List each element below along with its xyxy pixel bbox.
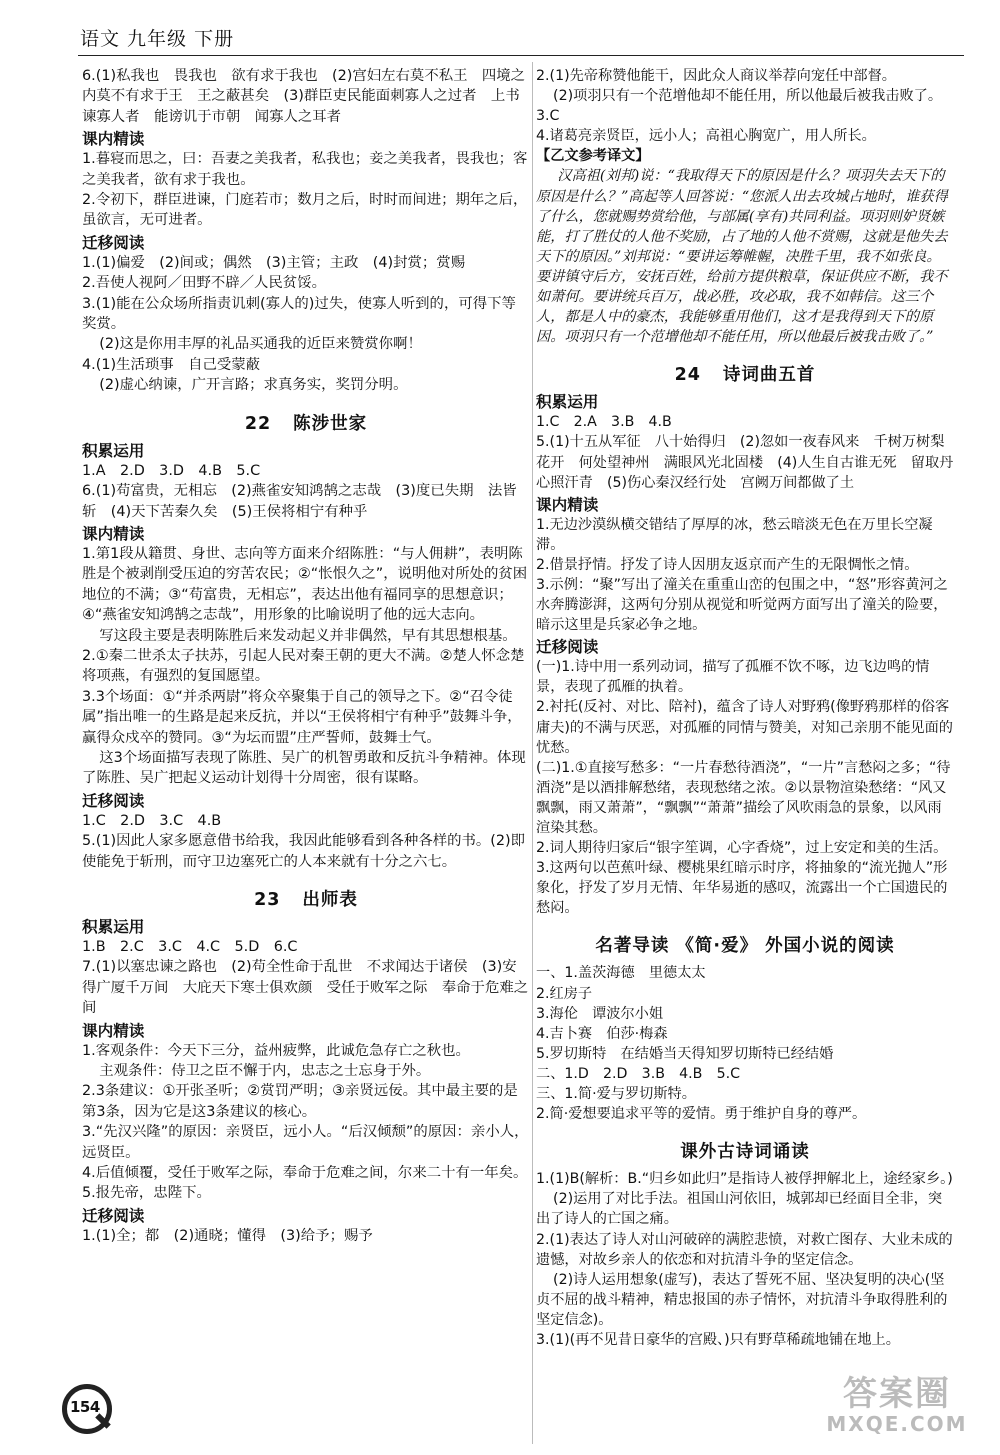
answer-line: 3.“先汉兴隆”的原因：亲贤臣，远小人。“后汉倾颓”的原因：亲小人，远贤臣。 <box>82 1124 529 1161</box>
section-heading: 诗词曲五首 <box>722 365 816 386</box>
subsection-heading: 迁移阅读 <box>536 638 599 657</box>
answer-line: (2)这是你用丰厚的礼品买通我的近臣来赞赏你啊！ <box>99 336 422 353</box>
answer-line: 2.3条建议：①开张圣听；②赏罚严明；③亲贤远佞。其中最主要的是第3条，因为它是这3条建议的核心。 <box>82 1083 518 1120</box>
answer-line: (2)虚心纳谏，广开言路；求真务实，奖罚分明。 <box>99 377 408 394</box>
answer-line: 2.衬托(反衬、对比、陪衬)，蕴含了诗人对野鸦(像野鸦那样的俗客庸夫)的不满与厌恶，对孤雁的同情与赞美，对知己亲朋不能见面的忧愁。 <box>536 699 953 756</box>
section-number: 24 <box>674 365 701 386</box>
answer-line: 2.借景抒情。抒发了诗人因朋友返京而产生的无限惆怅之情。 <box>536 556 919 573</box>
page-number-badge <box>62 1384 114 1436</box>
subsection-heading: 积累运用 <box>536 393 599 412</box>
answer-line: 3.3个场面：①“并杀两尉”将众卒聚集于自己的领导之下。②“召令徒属”指出唯一的生路是起来反抗，并以“王侯将相宁有种乎”鼓舞斗争，赢得众戍卒的赞同。③“为坛而盟”庄严誓师，鼓舞士气。 <box>82 688 522 746</box>
answer-line: (2)运用了对比手法。祖国山河依旧，城郭却已经面目全非，突出了诗人的亡国之痛。 <box>536 1191 943 1228</box>
answer-line: 2.吾使人视阿／田野不辟／人民贫馁。 <box>82 275 326 292</box>
section-heading: 出师表 <box>302 890 358 910</box>
answer-line: 2.(1)先帝称赞他能干，因此众人商议举荐向宠任中部督。 <box>536 68 896 84</box>
answer-line: 2.红房子 <box>536 985 593 1002</box>
answer-line: 1.(1)偏爱 (2)间或；偶然 (3)主管；主政 (4)封赏；赏赐 <box>82 254 466 271</box>
answer-line: 1.(1)B(解析：B.“归乡如此归”是指诗人被俘押解北上，途经家乡。) <box>536 1171 953 1188</box>
subsection-heading: 课内精读 <box>536 495 599 514</box>
translation-paragraph: 汉高祖(刘邦)说：“我取得天下的原因是什么？项羽失去天下的原因是什么？”高起等人回答说：“您派人出去攻城占地时，谁获得了什么，您就赐势赏给他，与部属(享有)共同利益。项羽则妒贤嫉能，打了胜仗的人他不奖励，占了地的人他不赏赐，这就是他失去天下的原因。”刘邦说：“要讲运筹帷幄，决胜千里，我不如张良。要讲镇守后方，安抚百姓，给前方提供粮草，保证供应不断，我不如萧何。要讲统兵百万，战必胜，攻必取，我不如韩信。这三个人，都是人中的豪杰，我能够重用他们，这才是我得到天下的原因。项羽只有一个范增他却不能任用，所以他最后被我击败了。” <box>536 168 948 346</box>
section-title <box>536 932 954 957</box>
answer-line: (2)诗人运用想象(虚写)，表达了誓死不屈、坚决复明的决心(坚贞不屈的战斗精神，精忠报国的赤子情怀，对抗清斗争取得胜利的坚定信念)。 <box>536 1271 948 1328</box>
answer-line: (二)1.①直接写愁多：“一片春愁待酒浇”，“一片”言愁闷之多；“待酒浇”是以酒排解愁绪，表现愁绪之浓。②以景物渲染愁绪：“风又飘飘，雨又萧萧”，“飘飘”“萧萧”描绘了风吹雨急的景象，以风雨渲染其愁。 <box>536 759 951 836</box>
answer-line: (一)1.诗中用一系列动词，描写了孤雁不饮不啄，边飞边鸣的情景，表现了孤雁的执着。 <box>536 659 930 696</box>
answer-line: 1.暮寝而思之，曰：吾妻之美我者，私我也；妾之美我者，畏我也；客之美我者，欲有求于我也。 <box>82 151 528 188</box>
answer-line: 二、1.D 2.D 3.B 4.B 5.C <box>536 1065 741 1082</box>
answer-line: 2.①秦二世杀太子扶苏，引起人民对秦王朝的更大不满。②楚人怀念楚将项燕，有强烈的复国愿望。 <box>82 647 525 685</box>
section-heading: 课外古诗词诵读 <box>680 1142 810 1163</box>
subsection-heading: 积累运用 <box>82 441 145 460</box>
answer-line: 5.(1)因此人家多愿意借书给我，我因此能够看到各种各样的书。(2)即使能免于斩刑，而守卫边塞死亡的人本来就有十分之六七。 <box>82 833 526 870</box>
section-title <box>536 1138 954 1163</box>
subsection-heading: 课内精读 <box>82 130 145 149</box>
answer-line: 3.(1)(再不见昔日豪华的宫殿、)只有野草稀疏地铺在地上。 <box>536 1331 900 1348</box>
answer-line: 1.客观条件：今天下三分，益州疲弊，此诚危急存亡之秋也。 <box>82 1042 470 1059</box>
answer-line: 3.海伦 谭波尔小姐 <box>536 1005 664 1022</box>
reference-tag: 【乙文参考译文】 <box>536 148 650 165</box>
section-title <box>82 410 530 435</box>
answer-line: 6.(1)苟富贵，无相忘 (2)燕雀安知鸿鹄之志哉 (3)度已失期 法皆斩 (4)天下苦秦久矣 (5)王侯将相宁有种乎 <box>82 483 517 520</box>
watermark-url: MXQE.COM <box>826 1412 968 1436</box>
watermark <box>822 1375 972 1443</box>
answer-line: 1.A 2.D 3.D 4.B 5.C <box>82 462 261 479</box>
subsection-heading: 迁移阅读 <box>82 1206 145 1225</box>
section-heading: 陈涉世家 <box>293 413 368 434</box>
answer-line: 1.第1段从籍贯、身世、志向等方面来介绍陈胜：“与人佣耕”，表明陈胜是个被剥削受压迫的穷苦农民；②“怅恨久之”，说明他对所处的贫困地位的不满；③“苟富贵，无相忘”，表达出他有福同享的思想意识；④“燕雀安知鸿鹄之志哉”，用形象的比喻说明了他的远大志向。 <box>82 545 528 624</box>
answer-line: 主观条件：侍卫之臣不懈于内，忠志之士忘身于外。 <box>99 1063 431 1080</box>
subsection-heading: 迁移阅读 <box>82 233 145 252</box>
left-column <box>82 66 530 1246</box>
answer-line: 3.C <box>536 108 560 125</box>
answer-line: 5.报先帝，忠陛下。 <box>82 1185 211 1202</box>
header-rule <box>78 55 964 56</box>
answer-line: 7.(1)以塞忠谏之路也 (2)苟全性命于乱世 不求闻达于诸侯 (3)安得广厦千万间 大庇天下寒士俱欢颜 受任于败军之际 奉命于危难之间 <box>82 959 529 1017</box>
answer-line: 4.吉卜赛 伯莎·梅森 <box>536 1025 668 1042</box>
answer-line: 4.诸葛亮亲贤臣，远小人；高祖心胸宽广，用人所长。 <box>536 128 876 145</box>
answer-line: 1.无边沙漠纵横交错结了厚厚的冰，愁云暗淡无色在万里长空凝滞。 <box>536 516 933 553</box>
answer-line: 1.C 2.A 3.B 4.B <box>536 414 672 431</box>
answer-line: 这3个场面描写表现了陈胜、吴广的机智勇敢和反抗斗争精神。体现了陈胜、吴广把起义运动计划得十分周密，很有谋略。 <box>82 749 526 787</box>
answer-line: 5.(1)十五从军征 八十始得归 (2)忽如一夜春风来 千树万树梨花开 何处望神州 满眼风光北固楼 (4)人生自古谁无死 留取丹心照汗青 (5)伤心秦汉经行处 宫阙万间都做了土 <box>536 434 954 491</box>
section-number: 22 <box>244 413 272 434</box>
section-number: 23 <box>254 890 281 910</box>
answer-line: 2.(1)表达了诗人对山河破碎的满腔悲愤，对救亡图存、大业未成的遗憾，对故乡亲人的依恋和对抗清斗争的坚定信念。 <box>536 1231 953 1268</box>
answer-line: 4.后值倾覆，受任于败军之际，奉命于危难之间，尔来二十有一年矣。 <box>82 1165 528 1182</box>
section-title <box>536 361 954 386</box>
answer-line: 三、1.简·爱与罗切斯特。 <box>536 1086 696 1103</box>
answer-line: 5.罗切斯特 在结婚当天得知罗切斯特已经结婚 <box>536 1045 834 1062</box>
answer-line: 3.示例：“聚”写出了潼关在重重山峦的包围之中，“怒”形容黄河之水奔腾澎湃，这两句分别从视觉和听觉两方面写出了潼关的险要，暗示这里是兵家必争之地。 <box>536 576 948 634</box>
answer-line: 6.(1)私我也 畏我也 欲有求于我也 (2)宫妇左右莫不私王 四境之内莫不有求于王 王之蔽甚矣 (3)群臣吏民能面刺寡人之过者 上书谏寡人者 能谤讥于市朝 闻寡人之耳者 <box>82 68 526 125</box>
answer-line: (2)项羽只有一个范增他却不能任用，所以他最后被我击败了。 <box>553 88 943 105</box>
right-column <box>536 66 954 1350</box>
answer-line: 2.简·爱想要追求平等的爱情。勇于维护自身的尊严。 <box>536 1106 867 1123</box>
subsection-heading: 课内精读 <box>82 524 145 543</box>
answer-line: 2.词人期待归家后“银字笙调，心字香烧”，过上安定和美的生活。 <box>536 840 948 857</box>
subsection-heading: 积累运用 <box>82 918 145 936</box>
section-heading: 名著导读 《简·爱》 外国小说的阅读 <box>595 936 895 957</box>
answer-line: 4.(1)生活琐事 自己受蒙蔽 <box>82 356 261 373</box>
answer-line: 2.令初下，群臣进谏，门庭若市；数月之后，时时而间进；期年之后，虽欲言，无可进者。 <box>82 192 528 229</box>
section-title <box>82 886 530 911</box>
page-header: 语文 九年级 下册 <box>80 28 235 50</box>
column-divider <box>532 62 533 1444</box>
answer-line: 1.(1)全；都 (2)通晓；懂得 (3)给予；赐予 <box>82 1227 373 1244</box>
answer-line: 3.这两句以芭蕉叶绿、樱桃果红暗示时序，将抽象的“流光抛人”形象化，抒发了岁月无情、年华易逝的感叹，流露出一个亡国遗民的愁闷。 <box>536 860 948 917</box>
subsection-heading: 迁移阅读 <box>82 791 145 810</box>
subsection-heading: 课内精读 <box>82 1021 145 1040</box>
answer-line: 3.(1)能在公众场所指责讥刺(寡人的)过失，使寡人听到的，可得下等奖赏。 <box>82 295 516 333</box>
answer-line: 1.C 2.D 3.C 4.B <box>82 812 222 829</box>
answer-line: 写这段主要是表明陈胜后来发动起义并非偶然，早有其思想根基。 <box>99 627 517 644</box>
page-number: 154 <box>70 1398 100 1416</box>
answer-line: 1.B 2.C 3.C 4.C 5.D 6.C <box>82 939 298 955</box>
answer-line: 一、1.盖茨海德 里德太太 <box>536 965 706 982</box>
watermark-text: 答案圈 <box>843 1374 951 1414</box>
